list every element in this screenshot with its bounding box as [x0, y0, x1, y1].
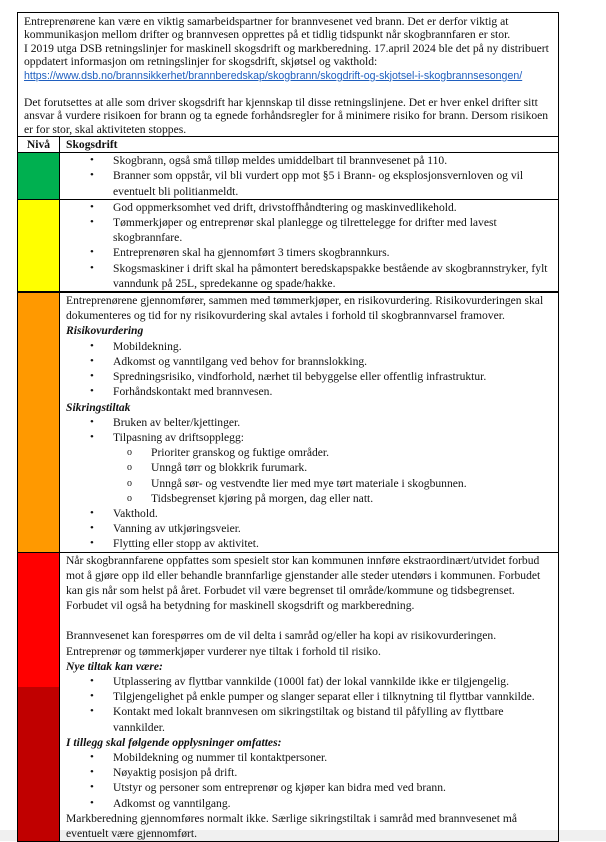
level-indicator-dark-red [18, 687, 59, 842]
sub-list-item: o Unngå tørr og blokkrik furumark. [151, 460, 552, 475]
intro-paragraph-2: I 2019 utga DSB retningslinjer for maskinell skogsdrift og markberedning. 17.april 2024 ble det på ny distribuert oppdatert informasjon om retningslinjer for skogsdrift, skjøtsel og vakthold: [24, 41, 549, 69]
safety-bullets [66, 415, 552, 552]
level-row-green [18, 152, 558, 199]
list-item: • Bruken av belter/kjettinger. [113, 415, 552, 430]
list-item: • Entreprenøren skal ha gjennomført 3 timers skogbrannkurs. [113, 245, 552, 260]
intro-paragraph-3: Det forutsettes at alle som driver skogsdrift har kjennskap til disse retningslinjene. Det er hver enkel drifter sitt ansvar å vurdere risikoen for brann og ta egnede forhåndsregler for å minimere risiko for brann. Dersom risikoen er for stor, skal aktiviteten stoppes. [24, 96, 549, 136]
additional-info-list [66, 750, 552, 811]
list-item: • Utplassering av flyttbar vannkilde (1000l fat) der lokal vannkilde ikke er tilgjengelig. [113, 674, 552, 689]
intro-section [18, 13, 558, 136]
sub-list-item: o Prioriter granskog og fuktige områder. [151, 445, 552, 460]
list-item: • Mobildekning og nummer til kontaktpersoner. [113, 750, 552, 765]
list-item: • Vakthold. [113, 506, 552, 521]
new-measures-list [66, 674, 552, 735]
list-item: • Forhåndskontakt med brannvesen. [113, 384, 552, 399]
list-item: • Nøyaktig posisjon på drift. [113, 765, 552, 780]
list-item: • Skogbrann, også små tilløp meldes umiddelbart til brannvesenet på 110. [113, 153, 552, 168]
table-header-row [18, 136, 558, 152]
list-item: • God oppmerksomhet ved drift, drivstoffhåndtering og maskinvedlikehold. [113, 200, 552, 215]
level-row-yellow [18, 199, 558, 291]
red-paragraph-3: Brannvesenet kan forespørres om de vil delta i samråd og/eller ha kopi av risikovurderingen. [66, 629, 497, 643]
risk-assessment-heading: Risikovurdering [66, 324, 144, 338]
forest-fire-guidelines-table [17, 12, 559, 842]
adaptation-subitems [113, 445, 552, 506]
header-level: Nivå [18, 137, 60, 152]
red-paragraph-2: Forbudet vil også ha betydning for maskinell skogsdrift og markberedning. [66, 599, 415, 613]
red-paragraph-1: Når skogbrannfarene oppfattes som spesielt stor kan kommunen innføre ekstraordinært/utvidet forbud mot å gjøre opp ild eller behandle brannfarlige gjenstander alle steder utendørs i kommunen. Forbudet kan gis når som helst på året. Forbudet vil være begrenset til område/kommune og tidsbegrenset. [66, 553, 541, 597]
list-item: • Spredningsrisiko, vindforhold, nærhet til bebyggelse eller offentlig infrastruktur. [113, 369, 552, 384]
red-closing: Markberedning gjennomføres normalt ikke. Særlige sikringstiltak i samråd med brannvesenet må eventuelt være gjennomført. [66, 811, 518, 840]
list-item: • Kontakt med lokalt brannvesen om sikringstiltak og bistand til påfylling av flyttbare vannkilder. [113, 704, 552, 734]
list-item: • Tømmerkjøper og entreprenør skal planlegge og tilrettelegge for drifter med lavest skogbrannfare. [113, 215, 552, 245]
level-row-red [18, 552, 558, 842]
list-item: • Skogsmaskiner i drift skal ha påmontert beredskapspakke bestående av skogbrannstryker, fylt vanndunk på 25L, spredekanne og spade/hakke. [113, 261, 552, 291]
list-item: • Adkomst og vanntilgang ved behov for brannslokking. [113, 354, 552, 369]
list-item: • Utstyr og personer som entreprenør og kjøper kan bidra med ved brann. [113, 780, 552, 795]
list-item: • Vanning av utkjøringsveier. [113, 521, 552, 536]
dsb-guidelines-link[interactable]: https://www.dsb.no/brannsikkerhet/brannberedskap/skogbrann/skogdrift-og-skjotsel-i-skogbrannsesongen/ [24, 69, 523, 82]
list-item [113, 430, 552, 506]
green-bullets [66, 153, 552, 199]
risk-bullets [66, 339, 552, 400]
sub-list-item: o Tidsbegrenset kjøring på morgen, dag eller natt. [151, 491, 552, 506]
level-indicator-yellow [18, 200, 60, 291]
new-measures-heading: Nye tiltak kan være: [66, 659, 163, 673]
list-item: • Branner som oppstår, vil bli vurdert opp mot §5 i Brann- og eksplosjonsvernloven og vil eventuelt bli politianmeldt. [113, 168, 552, 198]
list-item: • Tilgjengelighet på enkle pumper og slanger separat eller i tilknytning til flyttbar vannkilde. [113, 689, 552, 704]
red-paragraph-4: Entreprenør og tømmerkjøper vurderer nye tiltak i forhold til risiko. [66, 644, 381, 658]
yellow-bullets [66, 200, 552, 291]
level-row-orange [18, 291, 558, 551]
orange-intro: Entreprenørene gjennomfører, sammen med tømmerkjøper, en risikovurdering. Risikovurderingen skal dokumenteres og tid for ny risikovurdering skal avtales i forhold til skogbrannvarsel framover. [66, 294, 544, 323]
level-indicator-orange [18, 293, 60, 551]
safety-measures-heading: Sikringstiltak [66, 400, 131, 414]
additional-info-heading: I tillegg skal følgende opplysninger omfattes: [66, 735, 282, 749]
level-indicator-red-top [18, 553, 59, 687]
list-item-text: Tilpasning av driftsopplegg: [113, 430, 244, 444]
list-item: • Adkomst og vanntilgang. [113, 796, 552, 811]
list-item: • Flytting eller stopp av aktivitet. [113, 536, 552, 551]
level-indicator-green [18, 153, 60, 199]
level-indicator-red [18, 553, 60, 842]
intro-paragraph-1: Entreprenørene kan være en viktig samarbeidspartner for brannvesenet ved brann. Det er derfor viktig at kommunikasjon mellom drifter og brannvesen opprettes på et tidlig tidspunkt når skogbrannfaren er stor. [24, 15, 511, 42]
list-item: • Mobildekning. [113, 339, 552, 354]
sub-list-item: o Unngå sør- og vestvendte lier med mye tørt materiale i skogbunnen. [151, 476, 552, 491]
header-forestry: Skogsdrift [66, 138, 118, 152]
